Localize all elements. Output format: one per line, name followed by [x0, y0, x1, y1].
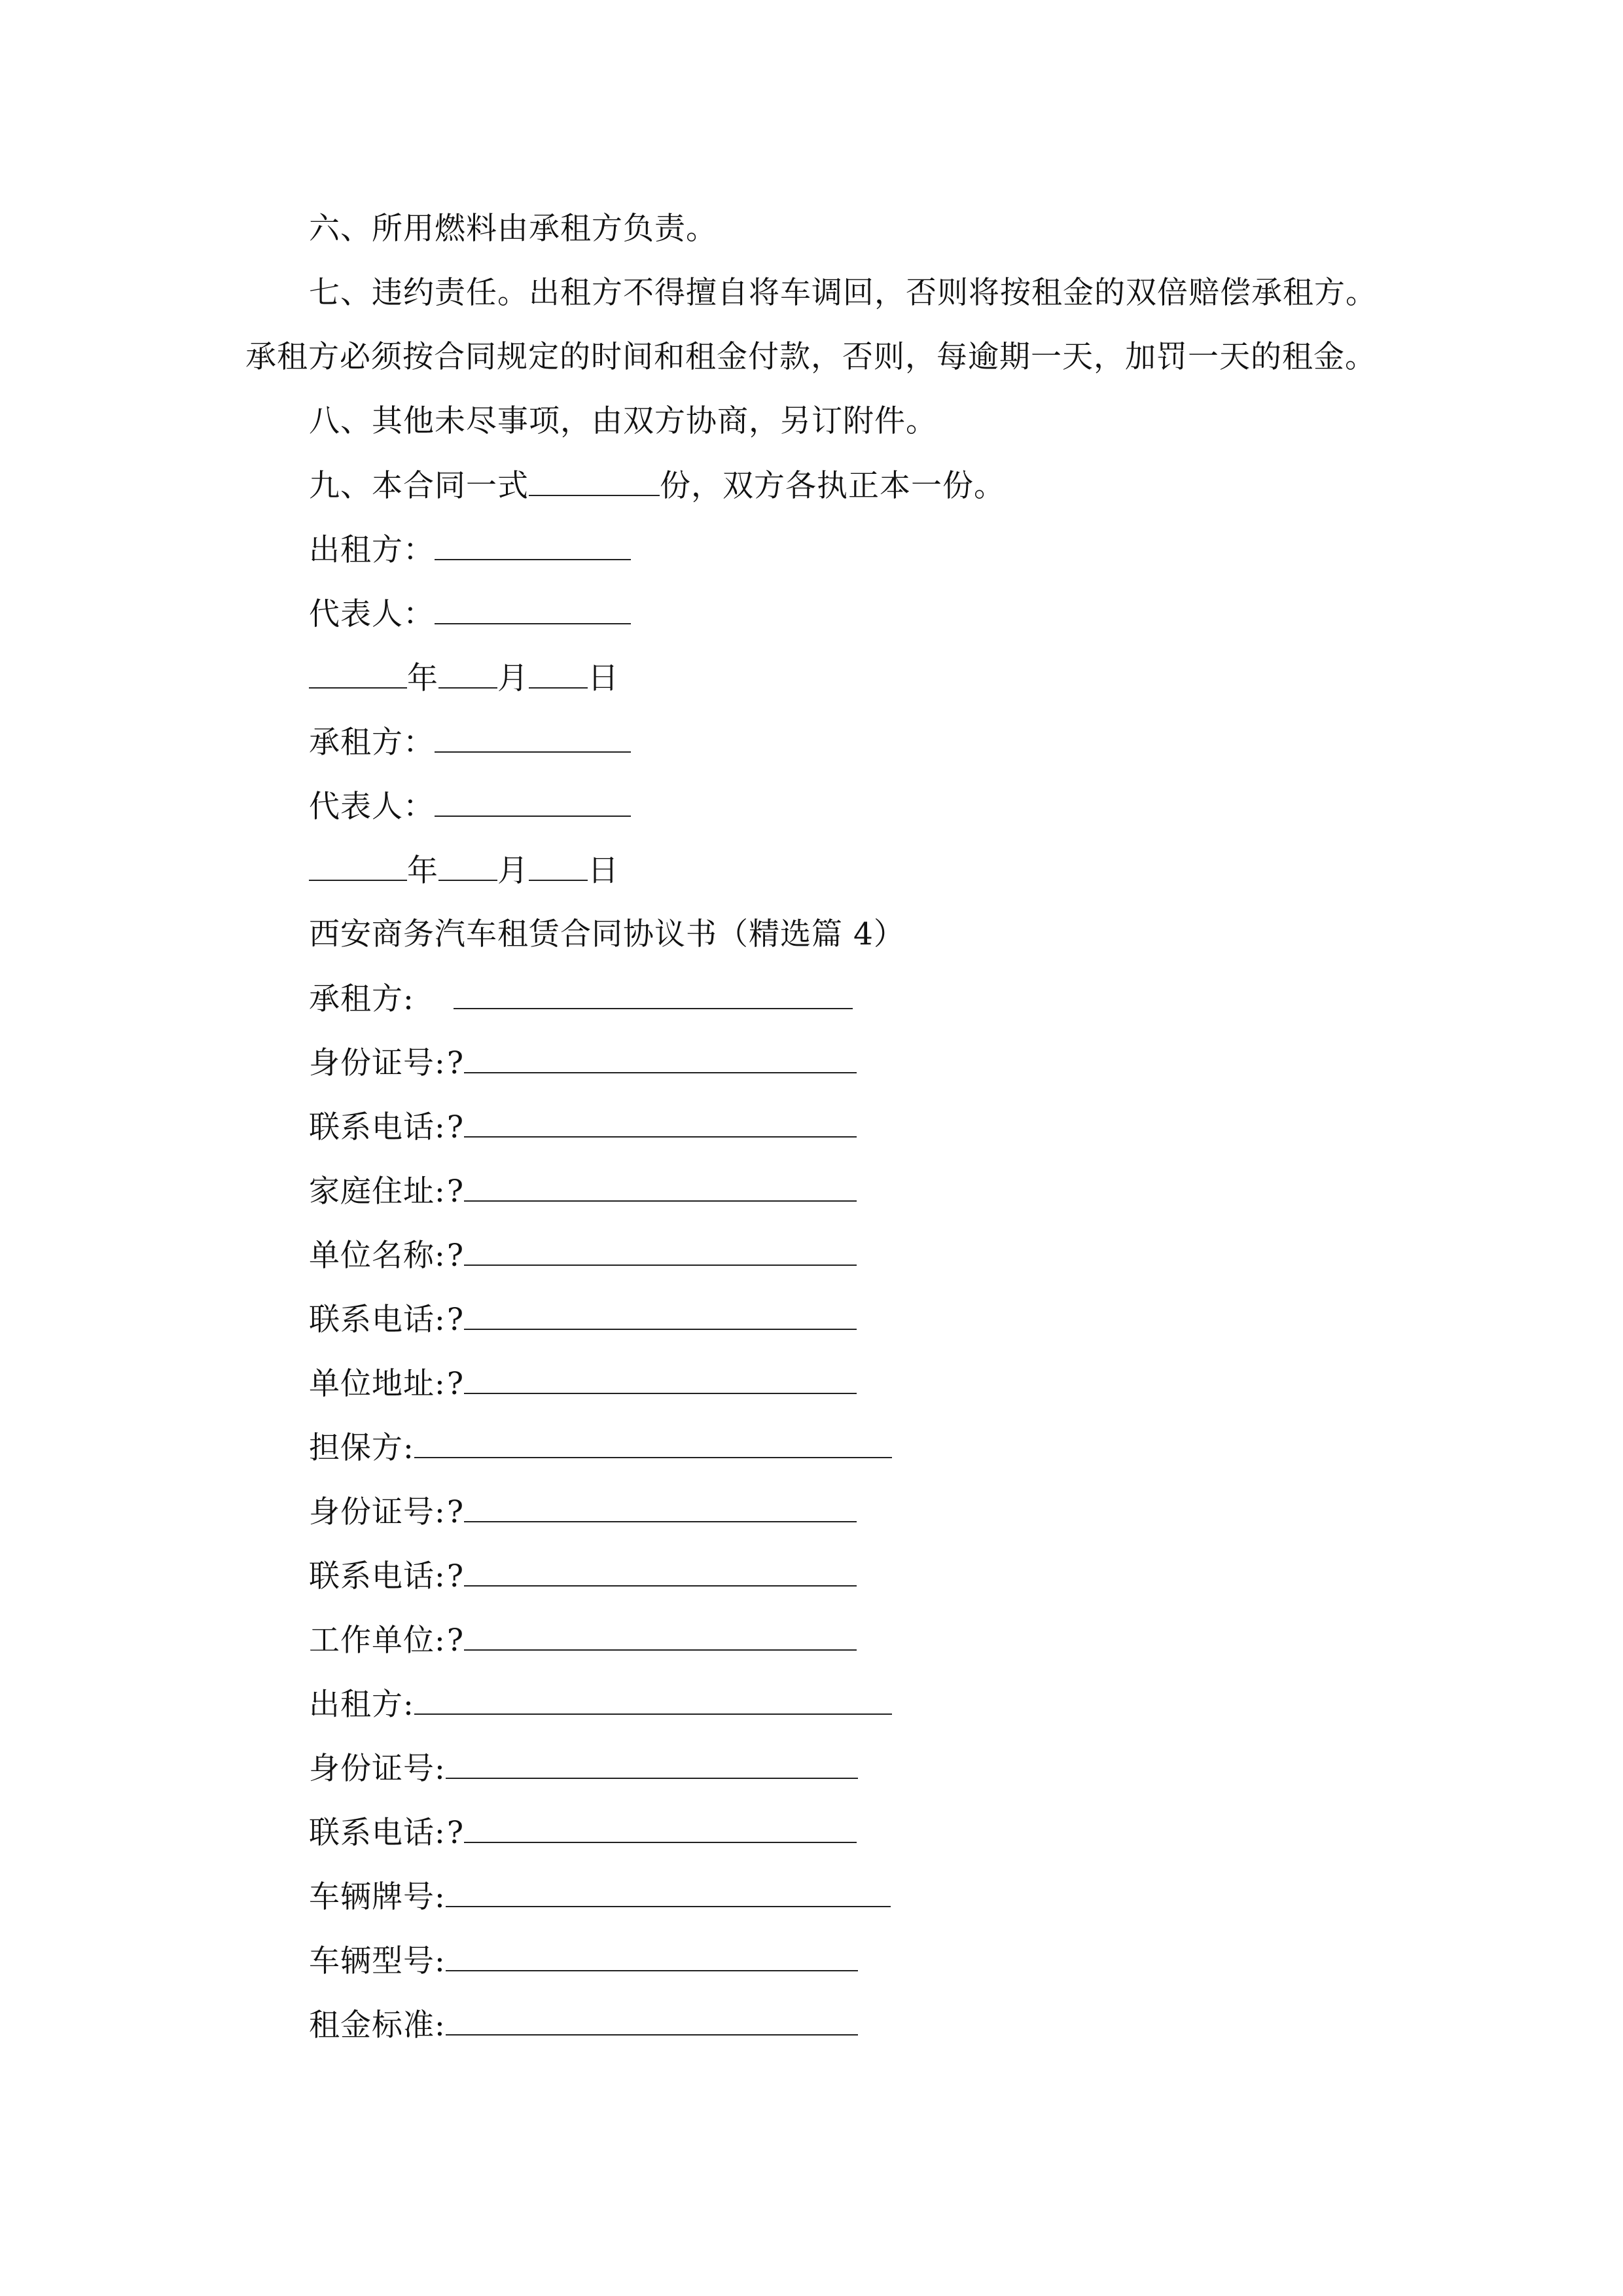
form-lessor-label: 出租方: — [309, 1687, 414, 1723]
form-unit-addr — [309, 1364, 857, 1404]
form-id — [309, 1043, 857, 1083]
form-phone-label: 联系电话: — [309, 1558, 446, 1594]
form-lessor-phone-blank[interactable] — [464, 1813, 857, 1843]
placeholder-mark: ? — [446, 1815, 465, 1851]
form-lessor-id-blank[interactable] — [446, 1749, 858, 1779]
rep-label: 代表人： — [309, 789, 435, 825]
form-phone-blank[interactable] — [464, 1107, 857, 1138]
section-title: 西安商务汽车租赁合同协议书（精选篇 4） — [309, 916, 905, 952]
day-blank[interactable] — [529, 851, 588, 881]
form-guarantor-id — [309, 1492, 857, 1532]
placeholder-mark: ? — [446, 1045, 465, 1081]
copies-blank[interactable] — [529, 466, 660, 496]
clause-9-text-after: 份，双方各执正本一份。 — [660, 468, 1005, 504]
form-plate-blank[interactable] — [446, 1877, 891, 1907]
form-plate — [309, 1877, 891, 1917]
month-blank[interactable] — [438, 851, 497, 881]
month-label: 月 — [497, 660, 529, 696]
form-lessee-label: 承租方: — [309, 981, 414, 1017]
day-label: 日 — [588, 660, 619, 696]
form-plate-label: 车辆牌号: — [309, 1879, 446, 1915]
form-unit-phone — [309, 1300, 857, 1340]
form-guarantor — [309, 1428, 892, 1468]
form-phone-label: 联系电话: — [309, 1815, 446, 1851]
form-lessee — [309, 979, 853, 1019]
month-label: 月 — [497, 853, 529, 889]
form-id-label: 身份证号: — [309, 1494, 446, 1530]
form-phone-label: 联系电话: — [309, 1109, 446, 1145]
clause-6: 六、所用燃料由承租方负责。 — [309, 211, 717, 247]
form-guarantor-phone-blank[interactable] — [464, 1556, 857, 1587]
lessee-date-line — [309, 851, 619, 891]
year-label: 年 — [407, 853, 438, 889]
form-lessor-id — [309, 1749, 858, 1789]
day-blank[interactable] — [529, 658, 588, 689]
clause-9-text-before: 九、本合同一式 — [309, 468, 529, 504]
lessor-signature-line — [309, 530, 631, 570]
placeholder-mark: ? — [446, 1174, 465, 1210]
placeholder-mark: ? — [446, 1302, 465, 1338]
form-model — [309, 1941, 858, 1981]
lessor-label: 出租方： — [309, 532, 435, 568]
placeholder-mark: ? — [446, 1623, 465, 1659]
form-unit-phone-blank[interactable] — [464, 1300, 857, 1330]
form-id-label: 身份证号: — [309, 1751, 446, 1787]
placeholder-mark: ? — [446, 1558, 465, 1594]
form-rent-label: 租金标准: — [309, 2007, 446, 2043]
lessee-rep-blank[interactable] — [435, 787, 631, 817]
form-lessor-blank[interactable] — [414, 1685, 892, 1715]
lessee-label: 承租方： — [309, 725, 435, 761]
form-model-blank[interactable] — [446, 1941, 858, 1971]
clause-7-line2: 承租方必须按合同规定的时间和租金付款，否则，每逾期一天，加罚一天的租金。 — [245, 339, 1376, 375]
day-label: 日 — [588, 853, 619, 889]
form-unit-name-blank[interactable] — [464, 1236, 857, 1266]
form-id-blank[interactable] — [464, 1043, 857, 1073]
form-work-unit-label: 工作单位: — [309, 1623, 446, 1659]
clause-9 — [309, 466, 1005, 506]
form-model-label: 车辆型号: — [309, 1943, 446, 1979]
placeholder-mark: ? — [446, 1494, 465, 1530]
form-id-label: 身份证号: — [309, 1045, 446, 1081]
form-unit-name-label: 单位名称: — [309, 1238, 446, 1274]
year-blank[interactable] — [309, 851, 407, 881]
clause-8: 八、其他未尽事项，由双方协商，另订附件。 — [309, 403, 937, 439]
clause-7-line1: 七、违约责任。出租方不得擅自将车调回，否则将按租金的双倍赔偿承租方。 — [309, 275, 1377, 311]
form-phone-label: 联系电话: — [309, 1302, 446, 1338]
form-guarantor-label: 担保方: — [309, 1430, 414, 1466]
form-rent-blank[interactable] — [446, 2005, 858, 2036]
lessee-blank[interactable] — [435, 723, 631, 753]
form-home-label: 家庭住址: — [309, 1174, 446, 1210]
year-label: 年 — [407, 660, 438, 696]
year-blank[interactable] — [309, 658, 407, 689]
lessor-date-line — [309, 658, 619, 698]
form-rent — [309, 2005, 858, 2045]
form-phone — [309, 1107, 857, 1147]
placeholder-mark: ? — [446, 1366, 465, 1402]
form-unit-name — [309, 1236, 857, 1276]
form-unit-addr-blank[interactable] — [464, 1364, 857, 1394]
form-work-unit — [309, 1621, 857, 1660]
form-guarantor-id-blank[interactable] — [464, 1492, 857, 1522]
month-blank[interactable] — [438, 658, 497, 689]
lessor-blank[interactable] — [435, 530, 631, 560]
form-lessee-blank[interactable] — [454, 979, 853, 1009]
form-guarantor-phone — [309, 1556, 857, 1596]
form-home-blank[interactable] — [464, 1172, 857, 1202]
lessor-rep-line — [309, 594, 631, 634]
form-lessor — [309, 1685, 892, 1725]
form-home — [309, 1172, 857, 1211]
form-lessor-phone — [309, 1813, 857, 1853]
rep-label: 代表人： — [309, 596, 435, 632]
form-unit-addr-label: 单位地址: — [309, 1366, 446, 1402]
placeholder-mark: ? — [446, 1238, 465, 1274]
form-guarantor-blank[interactable] — [414, 1428, 892, 1458]
form-work-unit-blank[interactable] — [464, 1621, 857, 1651]
lessee-rep-line — [309, 787, 631, 827]
lessee-signature-line — [309, 723, 631, 762]
placeholder-mark: ? — [446, 1109, 465, 1145]
lessor-rep-blank[interactable] — [435, 594, 631, 624]
